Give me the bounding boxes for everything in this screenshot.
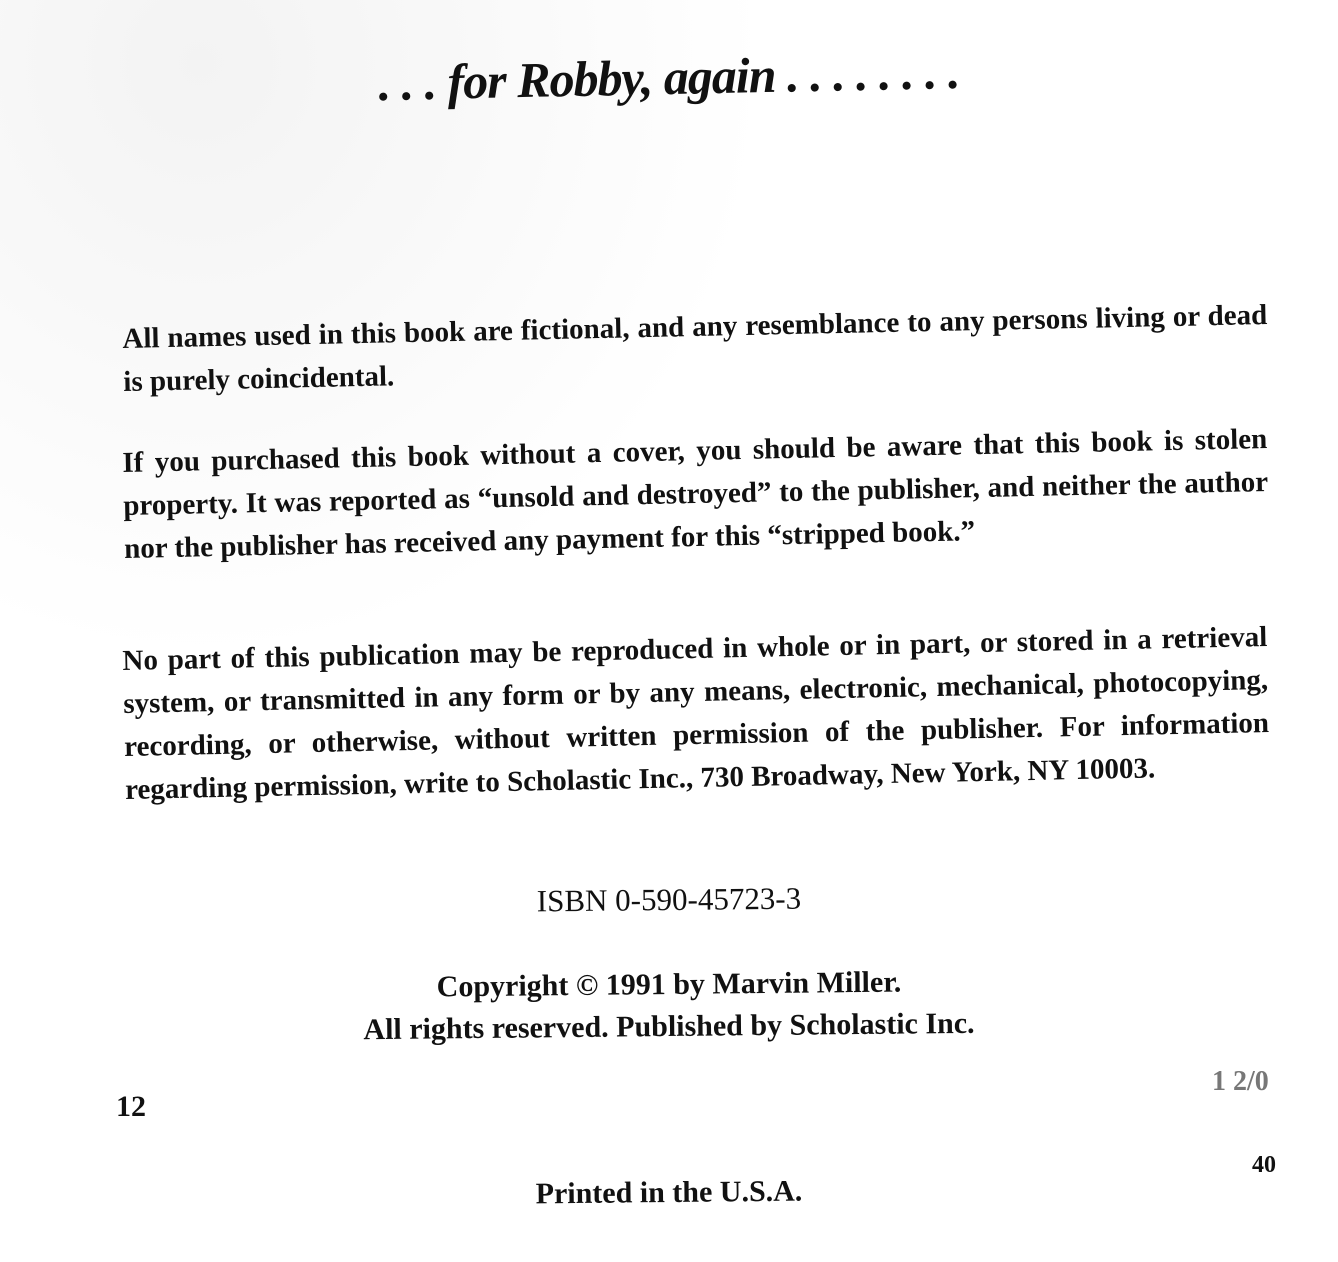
rights-reserved-line: All rights reserved. Published by Scholastic Inc. xyxy=(363,1006,975,1047)
print-line-right-number: 1 2/0 xyxy=(1212,1066,1269,1097)
right-edge-mark: 40 xyxy=(1252,1152,1276,1178)
stripped-book-notice-paragraph: If you purchased this book without a cover, you should be aware that this book is stolen property. It was reported as “unsold and destroyed” to the publisher, and neither the author nor the publisher has received any payment for this “stripped book.” xyxy=(122,423,1269,565)
print-line-left-number: 12 xyxy=(116,1090,146,1123)
printed-in-line: Printed in the U.S.A. xyxy=(535,1174,803,1211)
reproduction-rights-paragraph: No part of this publication may be reproduced in whole or in part, or stored in a retrieval system, or transmitted in any form or by any means, electronic, mechanical, photocopying, recording, or otherwise, without written permission of the publisher. For information regarding permission, write to Scholastic Inc., 730 Broadway, New York, NY 10003. xyxy=(122,621,1270,806)
fiction-disclaimer-paragraph: All names used in this book are fictional, and any resemblance to any persons living or dead is purely coincidental. xyxy=(122,299,1268,398)
isbn-line: ISBN 0-590-45723-3 xyxy=(536,880,802,919)
dedication-line: . . . for Robby, again . . . . . . . . xyxy=(377,42,961,112)
copyright-line: Copyright © 1991 by Marvin Miller. xyxy=(436,965,902,1004)
